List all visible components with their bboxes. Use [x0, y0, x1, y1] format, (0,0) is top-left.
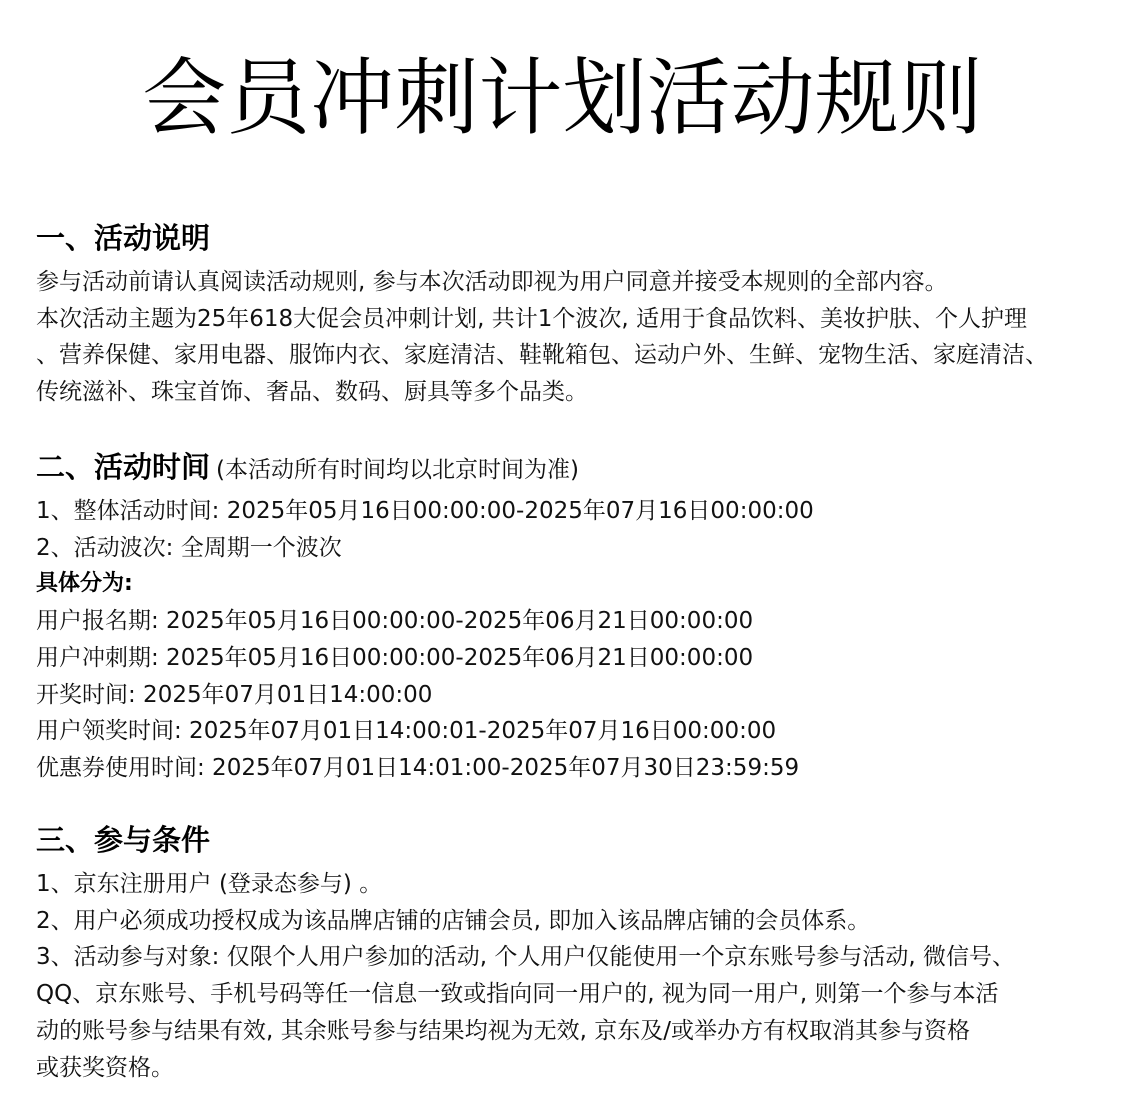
section-heading-row	[36, 447, 1106, 487]
paragraph-line: 参与活动前请认真阅读活动规则, 参与本次活动即视为用户同意并接受本规则的全部内容。	[36, 269, 948, 295]
condition-line: 3、活动参与对象: 仅限个人用户参加的活动, 个人用户仅能使用一个京东账号参与活动, 微信号、	[36, 944, 1015, 971]
section-body	[36, 866, 1106, 1086]
section-heading-row	[36, 820, 1106, 860]
timezone-note: (本活动所有时间均以北京时间为准)	[216, 457, 579, 483]
paragraph-line: 、营养保健、家用电器、服饰内衣、家庭清洁、鞋靴箱包、运动户外、生鲜、宠物生活、家庭清洁、	[36, 342, 1048, 369]
section-body	[36, 493, 1106, 787]
page-title: 会员冲刺计划活动规则	[142, 49, 983, 147]
condition-line: 1、京东注册用户 (登录态参与) 。	[36, 871, 383, 897]
section-heading: 一、活动说明	[36, 221, 211, 255]
paragraph-line: 本次活动主题为25年618大促会员冲刺计划, 共计1个波次, 适用于食品饮料、美妆护肤、个人护理	[36, 305, 1028, 332]
condition-line: 2、用户必须成功授权成为该品牌店铺的店铺会员, 即加入该品牌店铺的会员体系。	[36, 907, 871, 934]
period-line: 用户报名期: 2025年05月16日00:00:00-2025年06月21日00:00:00	[36, 608, 754, 635]
period-line: 优惠券使用时间: 2025年07月01日14:01:00-2025年07月30日23:59:59	[36, 754, 800, 781]
section-body	[36, 264, 1106, 411]
overall-time-item: 1、整体活动时间: 2025年05月16日00:00:00-2025年07月16日00:00:00	[36, 498, 814, 524]
section-heading: 二、活动时间	[36, 450, 211, 484]
section-participation-conditions	[36, 820, 1106, 1086]
breakdown-subheading: 具体分为:	[36, 571, 133, 597]
period-line: 开奖时间: 2025年07月01日14:00:00	[36, 681, 433, 708]
condition-line: QQ、京东账号、手机号码等任一信息一致或指向同一用户的, 视为同一用户, 则第一个参与本活	[36, 981, 999, 1008]
period-line: 用户领奖时间: 2025年07月01日14:00:01-2025年07月16日00:00:00	[36, 718, 777, 745]
section-activity-time	[36, 447, 1106, 787]
section-activity-description	[36, 218, 1106, 411]
paragraph-line: 传统滋补、珠宝首饰、奢品、数码、厨具等多个品类。	[36, 379, 588, 406]
period-line: 用户冲刺期: 2025年05月16日00:00:00-2025年06月21日00:00:00	[36, 644, 754, 671]
section-heading: 三、参与条件	[36, 823, 211, 857]
condition-line: 或获奖资格。	[36, 1054, 174, 1081]
section-heading-row	[36, 218, 1106, 258]
condition-line: 动的账号参与结果有效, 其余账号参与结果均视为无效, 京东及/或举办方有权取消其参与资格	[36, 1017, 970, 1044]
wave-item: 2、活动波次: 全周期一个波次	[36, 534, 342, 561]
